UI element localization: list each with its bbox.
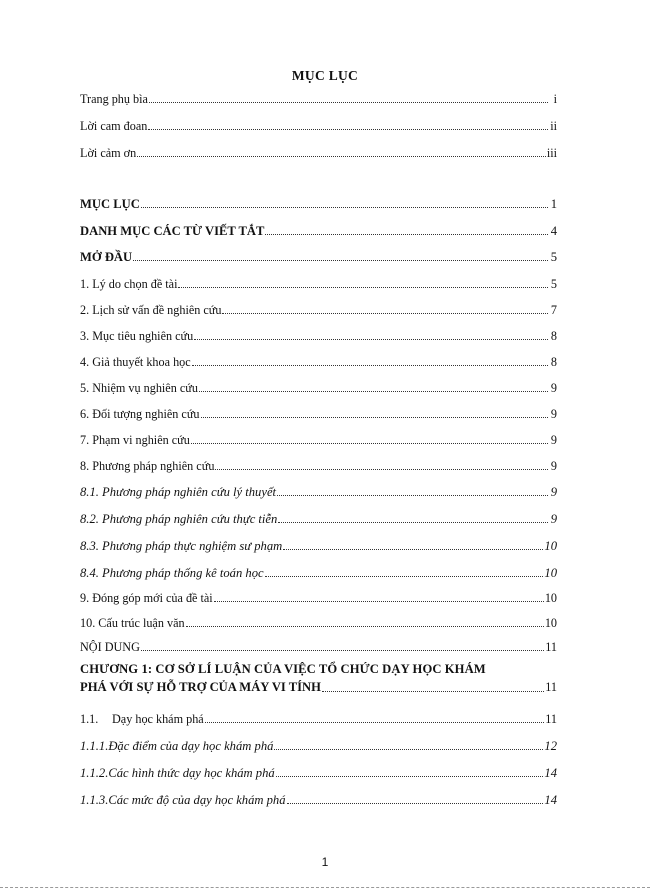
toc-entry-label xyxy=(80,712,204,726)
chapter-title-line-2: PHÁ VỚI SỰ HỖ TRỢ CỦA MÁY VI TÍNH xyxy=(80,680,321,694)
toc-entry xyxy=(80,508,557,526)
toc-entry xyxy=(80,142,557,160)
toc-entry-page: 9 xyxy=(550,459,557,473)
toc-entry xyxy=(80,377,557,395)
leader-dots xyxy=(274,749,543,750)
leader-dots xyxy=(287,803,544,804)
toc-entry-label: 8. Phương pháp nghiên cứu xyxy=(80,459,215,473)
chapter-title-line-1: CHƯƠNG 1: CƠ SỞ LÍ LUẬN CỦA VIỆC TỔ CHỨC DẠY HỌC KHÁM xyxy=(80,662,486,676)
leader-dots xyxy=(199,391,548,392)
toc-entry-page: 5 xyxy=(550,250,557,264)
toc-entry-label: 5. Nhiệm vụ nghiên cứu xyxy=(80,381,198,395)
leader-dots xyxy=(186,626,544,627)
toc-entry xyxy=(80,587,557,605)
leader-dots xyxy=(192,365,548,366)
leader-dots xyxy=(148,129,548,130)
toc-entry-label: 8.3. Phương pháp thực nghiệm sư phạm xyxy=(80,539,283,553)
toc-entry-label: MỞ ĐẦU xyxy=(80,250,133,264)
toc-entry xyxy=(80,325,557,343)
leader-dots xyxy=(178,287,548,288)
toc-entry-label: Lời cam đoan xyxy=(80,119,148,133)
leader-dots xyxy=(133,260,548,261)
leader-dots xyxy=(278,522,548,523)
toc-entry-page: 9 xyxy=(550,512,557,526)
toc-entry-label: 1.1.2.Các hình thức dạy học khám phá xyxy=(80,766,275,780)
toc-entry-page: 11 xyxy=(545,640,557,654)
leader-dots xyxy=(283,549,543,550)
toc-entry-label: 10. Cấu trúc luận văn xyxy=(80,616,185,630)
toc-entry-page: 12 xyxy=(544,739,557,753)
toc-entry-label: 3. Mục tiêu nghiên cứu xyxy=(80,329,194,343)
toc-entry-page: 10 xyxy=(544,616,557,630)
toc-entry-page: 9 xyxy=(550,381,557,395)
leader-dots xyxy=(276,776,544,777)
toc-entry xyxy=(80,481,557,499)
toc-entry xyxy=(80,455,557,473)
toc-entry-label: 8.1. Phương pháp nghiên cứu lý thuyết xyxy=(80,485,277,499)
section-number: 1.1. xyxy=(80,712,99,726)
toc-entry xyxy=(80,636,557,654)
chapter-title-line-2-row xyxy=(80,678,557,696)
toc-title: MỤC LỤC xyxy=(291,68,359,83)
leader-dots xyxy=(149,102,548,103)
toc-entry-page: 10 xyxy=(544,539,557,553)
toc-entry-label: DANH MỤC CÁC TỪ VIẾT TẮT xyxy=(80,224,265,238)
toc-entry-label: 1.1.1.Đặc điểm của dạy học khám phá xyxy=(80,739,274,753)
toc-entry xyxy=(80,735,557,753)
toc-entry xyxy=(80,562,557,580)
toc-entry xyxy=(80,351,557,369)
toc-entry-label: Trang phụ bìa xyxy=(80,92,148,106)
toc-entry xyxy=(80,115,557,133)
toc-entry xyxy=(80,299,557,317)
toc-entry-label: NỘI DUNG xyxy=(80,640,140,654)
toc-entry-label: 1.1.3.Các mức độ của dạy học khám phá xyxy=(80,793,286,807)
toc-entry xyxy=(80,708,557,726)
toc-entry-page: 9 xyxy=(550,485,557,499)
toc-entry xyxy=(80,246,557,264)
toc-entry-page: 14 xyxy=(544,766,557,780)
leader-dots xyxy=(265,234,548,235)
toc-entry-label: 8.2. Phương pháp nghiên cứu thực tiễn xyxy=(80,512,278,526)
leader-dots xyxy=(222,313,548,314)
page-number: 1 xyxy=(321,855,329,869)
leader-dots xyxy=(141,207,548,208)
toc-entry-page: 7 xyxy=(550,303,557,317)
leader-dots xyxy=(137,156,546,157)
toc-entry-label: 8.4. Phương pháp thống kê toán học xyxy=(80,566,264,580)
leader-dots xyxy=(265,576,544,577)
toc-entry-page: ii xyxy=(550,119,557,133)
toc-entry xyxy=(80,220,557,238)
leader-dots xyxy=(277,495,548,496)
toc-entry-label: 7. Phạm vi nghiên cứu xyxy=(80,433,190,447)
toc-entry xyxy=(80,789,557,807)
toc-entry-page: 11 xyxy=(545,712,557,726)
toc-entry-label: 2. Lịch sử vấn đề nghiên cứu xyxy=(80,303,222,317)
toc-entry-page: i xyxy=(553,92,557,106)
leader-dots xyxy=(194,339,548,340)
toc-entry-label: MỤC LỤC xyxy=(80,197,140,211)
toc-entry-page: 10 xyxy=(544,591,557,605)
leader-dots xyxy=(322,691,544,692)
toc-entry-page: 1 xyxy=(550,197,557,211)
toc-chapter-heading xyxy=(80,660,557,696)
page-edge-divider xyxy=(0,887,650,888)
toc-entry-page: 9 xyxy=(550,407,557,421)
toc-entry-label: 1. Lý do chọn đề tài xyxy=(80,277,178,291)
toc-entry xyxy=(80,273,557,291)
toc-entry-page: 9 xyxy=(550,433,557,447)
leader-dots xyxy=(205,722,545,723)
toc-entry-page: 8 xyxy=(550,355,557,369)
toc-entry-label: 9. Đóng góp mới của đề tài xyxy=(80,591,213,605)
toc-entry-page: 4 xyxy=(550,224,557,238)
leader-dots xyxy=(214,601,544,602)
leader-dots xyxy=(201,417,548,418)
toc-entry-page: 14 xyxy=(544,793,557,807)
toc-entry xyxy=(80,429,557,447)
leader-dots xyxy=(141,650,544,651)
leader-dots xyxy=(191,443,548,444)
section-title: Dạy học khám phá xyxy=(112,712,204,726)
toc-entry-label: 6. Đối tượng nghiên cứu xyxy=(80,407,200,421)
toc-entry-page: 5 xyxy=(550,277,557,291)
toc-entry-label: Lời cảm ơn xyxy=(80,146,137,160)
toc-entry xyxy=(80,403,557,421)
toc-entry xyxy=(80,762,557,780)
toc-entry xyxy=(80,535,557,553)
toc-entry-page: 10 xyxy=(544,566,557,580)
toc-entry xyxy=(80,612,557,630)
toc-entry-page: 8 xyxy=(550,329,557,343)
toc-entry-label: 4. Giả thuyết khoa học xyxy=(80,355,191,369)
toc-entry xyxy=(80,193,557,211)
toc-entry-page: 11 xyxy=(545,680,557,694)
leader-dots xyxy=(215,469,548,470)
toc-entry xyxy=(80,88,557,106)
toc-entry-page: iii xyxy=(546,146,557,160)
